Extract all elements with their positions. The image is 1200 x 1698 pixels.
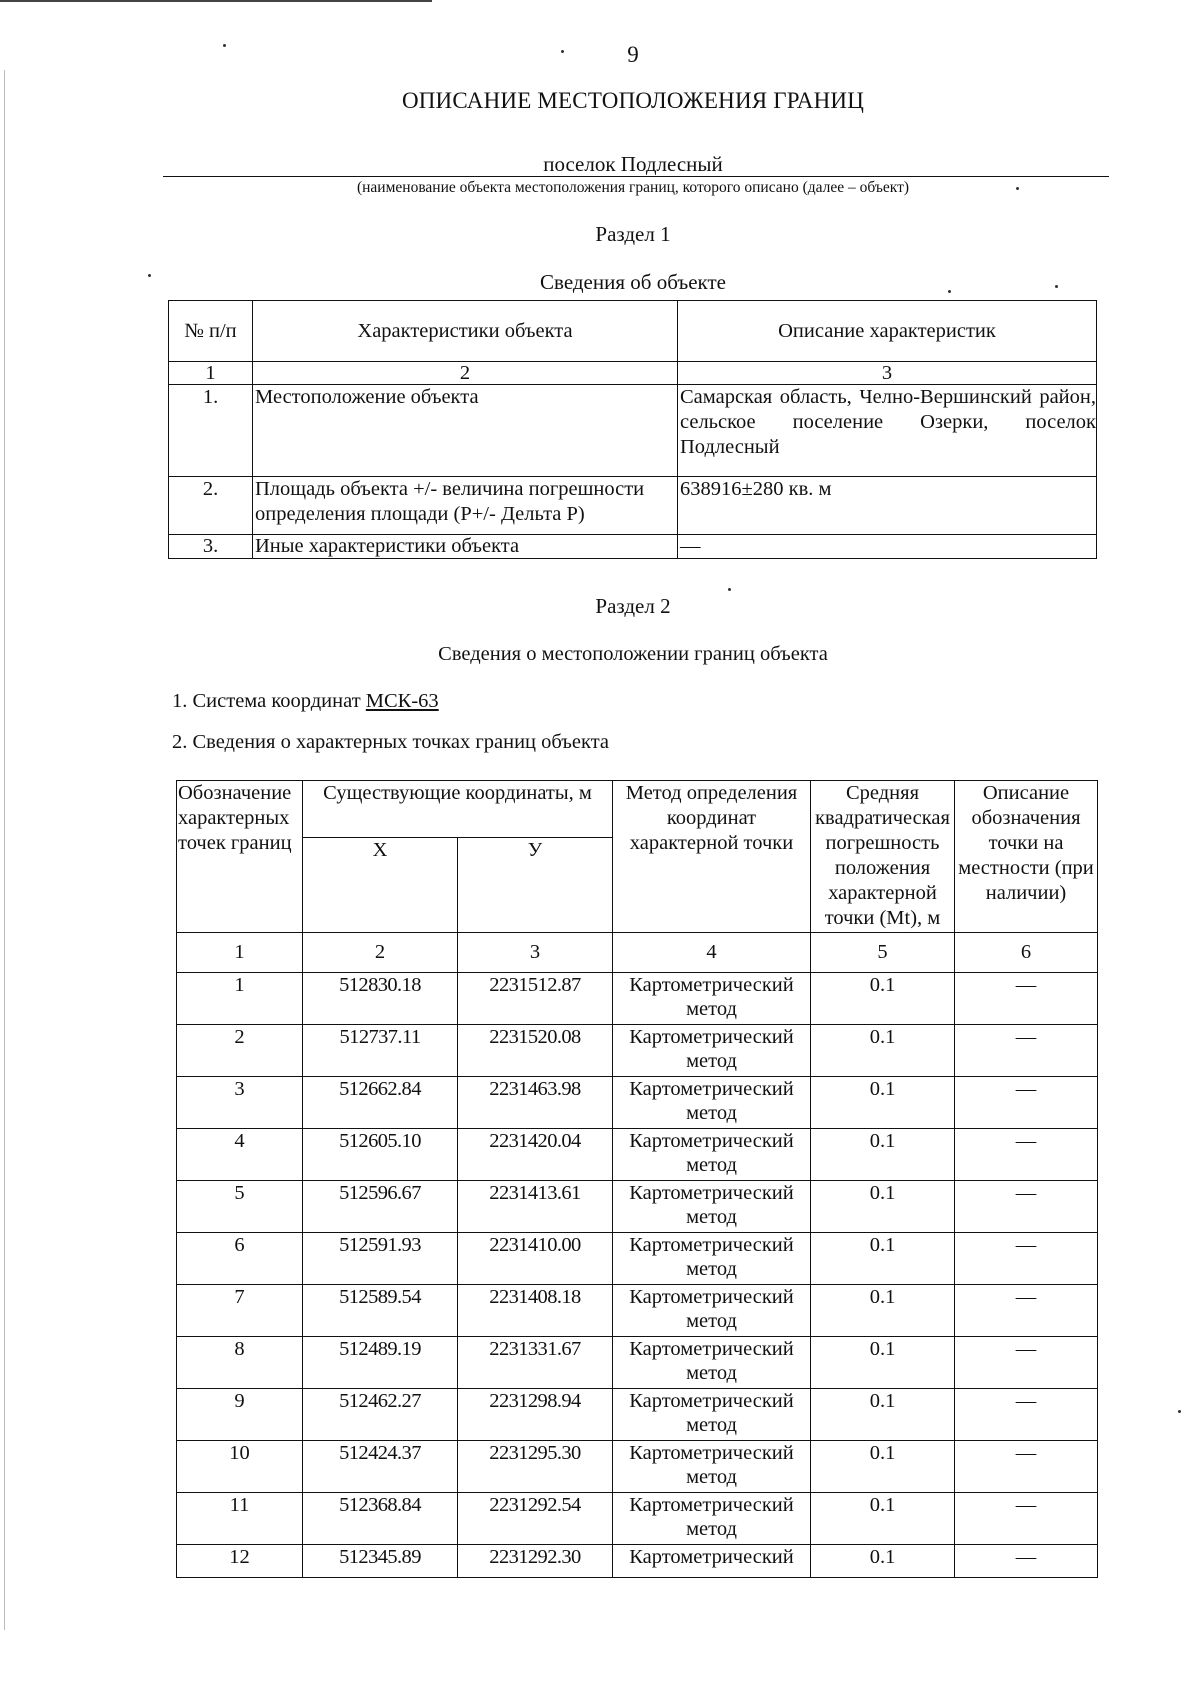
point-y: 2231295.30 xyxy=(458,1441,613,1493)
column-number: 3 xyxy=(678,362,1097,385)
point-x: 512589.54 xyxy=(303,1285,458,1337)
point-id: 2 xyxy=(177,1025,303,1077)
point-error: 0.1 xyxy=(811,1181,955,1233)
row-value: — xyxy=(678,535,1097,559)
table-row xyxy=(177,1545,1098,1578)
point-method: Картометрический метод xyxy=(613,1233,811,1285)
point-y: 2231520.08 xyxy=(458,1025,613,1077)
point-id: 6 xyxy=(177,1233,303,1285)
point-id: 12 xyxy=(177,1545,303,1578)
point-y: 2231292.30 xyxy=(458,1545,613,1578)
coordinate-system-value: МСК-63 xyxy=(365,690,439,712)
section2-subtitle: Сведения о местоположении границ объекта xyxy=(438,643,828,665)
point-description: — xyxy=(955,1077,1098,1129)
column-number: 2 xyxy=(253,362,678,385)
point-description: — xyxy=(955,1389,1098,1441)
section1-title: Раздел 1 xyxy=(595,222,671,246)
point-x: 512662.84 xyxy=(303,1077,458,1129)
table-row xyxy=(177,1493,1098,1545)
header-number: № п/п xyxy=(169,301,253,362)
column-number: 6 xyxy=(955,933,1098,973)
points-heading: 2. Сведения о характерных точках границ объекта xyxy=(172,731,610,753)
header-method: Метод определения координат характерной точки xyxy=(613,781,811,933)
boundary-points-table xyxy=(176,780,1098,1578)
column-number: 1 xyxy=(177,933,303,973)
point-method: Картометрический метод xyxy=(613,1441,811,1493)
point-method: Картометрический метод xyxy=(613,1129,811,1181)
table-row xyxy=(177,1129,1098,1181)
point-description: — xyxy=(955,1025,1098,1077)
point-x: 512830.18 xyxy=(303,973,458,1025)
row-number: 1. xyxy=(169,385,253,477)
page-number: 9 xyxy=(627,42,639,67)
point-id: 3 xyxy=(177,1077,303,1129)
point-description: — xyxy=(955,1233,1098,1285)
point-error: 0.1 xyxy=(811,1389,955,1441)
row-characteristic: Местоположение объекта xyxy=(253,385,678,477)
point-id: 10 xyxy=(177,1441,303,1493)
column-number: 3 xyxy=(458,933,613,973)
column-number: 5 xyxy=(811,933,955,973)
point-id: 7 xyxy=(177,1285,303,1337)
table-row xyxy=(177,1181,1098,1233)
header-coordinates: Существующие координаты, м xyxy=(303,781,613,838)
point-id: 11 xyxy=(177,1493,303,1545)
scan-edge-line xyxy=(0,0,432,2)
point-y: 2231463.98 xyxy=(458,1077,613,1129)
point-error: 0.1 xyxy=(811,1545,955,1578)
point-y: 2231410.00 xyxy=(458,1233,613,1285)
column-number: 1 xyxy=(169,362,253,385)
point-description: — xyxy=(955,1493,1098,1545)
point-description: — xyxy=(955,1285,1098,1337)
table-row xyxy=(177,1077,1098,1129)
table-header-row xyxy=(177,781,1098,838)
table-header-row xyxy=(169,301,1097,362)
row-value: 638916±280 кв. м xyxy=(678,477,1097,535)
point-method: Картометрический метод xyxy=(613,1285,811,1337)
table-row xyxy=(177,973,1098,1025)
point-error: 0.1 xyxy=(811,1025,955,1077)
point-id: 1 xyxy=(177,973,303,1025)
point-method: Картометрический xyxy=(613,1545,811,1578)
header-characteristics: Характеристики объекта xyxy=(253,301,678,362)
table-row xyxy=(177,1285,1098,1337)
coordinate-system-label: 1. Система координат xyxy=(172,690,361,712)
point-method: Картометрический метод xyxy=(613,1389,811,1441)
point-x: 512424.37 xyxy=(303,1441,458,1493)
table-row xyxy=(177,1025,1098,1077)
row-characteristic: Площадь объекта +/- величина погрешности определения площади (P+/- Дельта P) xyxy=(253,477,678,535)
point-x: 512368.84 xyxy=(303,1493,458,1545)
section1-subtitle: Сведения об объекте xyxy=(540,270,726,294)
row-value: Самарская область, Челно-Вершинский район, сельское поселение Озерки, поселок Подлесный xyxy=(678,385,1097,477)
point-description: — xyxy=(955,1337,1098,1389)
point-method: Картометрический метод xyxy=(613,1077,811,1129)
point-x: 512462.27 xyxy=(303,1389,458,1441)
point-x: 512591.93 xyxy=(303,1233,458,1285)
point-error: 0.1 xyxy=(811,973,955,1025)
table-row xyxy=(169,477,1097,535)
coordinate-system xyxy=(172,690,439,713)
column-number: 4 xyxy=(613,933,811,973)
point-description: — xyxy=(955,1129,1098,1181)
point-error: 0.1 xyxy=(811,1337,955,1389)
header-x: X xyxy=(303,838,458,933)
row-number: 2. xyxy=(169,477,253,535)
scan-speck xyxy=(1178,1410,1181,1413)
point-x: 512489.19 xyxy=(303,1337,458,1389)
column-number: 2 xyxy=(303,933,458,973)
point-y: 2231420.04 xyxy=(458,1129,613,1181)
point-description: — xyxy=(955,1181,1098,1233)
point-description: — xyxy=(955,973,1098,1025)
scan-edge-line xyxy=(4,70,5,1630)
point-y: 2231408.18 xyxy=(458,1285,613,1337)
point-error: 0.1 xyxy=(811,1129,955,1181)
point-id: 5 xyxy=(177,1181,303,1233)
object-info-table xyxy=(168,300,1097,559)
object-name: поселок Подлесный xyxy=(543,152,723,176)
row-characteristic: Иные характеристики объекта xyxy=(253,535,678,559)
point-method: Картометрический метод xyxy=(613,973,811,1025)
point-x: 512345.89 xyxy=(303,1545,458,1578)
point-error: 0.1 xyxy=(811,1233,955,1285)
point-x: 512596.67 xyxy=(303,1181,458,1233)
table-row xyxy=(169,385,1097,477)
scan-speck xyxy=(728,588,731,591)
table-row xyxy=(177,1233,1098,1285)
point-error: 0.1 xyxy=(811,1493,955,1545)
point-y: 2231512.87 xyxy=(458,973,613,1025)
point-id: 4 xyxy=(177,1129,303,1181)
table-row xyxy=(169,535,1097,559)
point-error: 0.1 xyxy=(811,1285,955,1337)
point-y: 2231413.61 xyxy=(458,1181,613,1233)
point-id: 8 xyxy=(177,1337,303,1389)
header-description: Описание обозначения точки на местности (при наличии) xyxy=(955,781,1098,933)
table-numbering-row xyxy=(177,933,1098,973)
point-y: 2231298.94 xyxy=(458,1389,613,1441)
table-numbering-row xyxy=(169,362,1097,385)
point-method: Картометрический метод xyxy=(613,1337,811,1389)
point-method: Картометрический метод xyxy=(613,1181,811,1233)
point-id: 9 xyxy=(177,1389,303,1441)
point-description: — xyxy=(955,1545,1098,1578)
point-y: 2231292.54 xyxy=(458,1493,613,1545)
point-x: 512737.11 xyxy=(303,1025,458,1077)
header-description: Описание характеристик xyxy=(678,301,1097,362)
document-title: ОПИСАНИЕ МЕСТОПОЛОЖЕНИЯ ГРАНИЦ xyxy=(401,88,865,113)
point-method: Картометрический метод xyxy=(613,1025,811,1077)
object-name-underline xyxy=(163,176,1109,177)
object-name-caption: (наименование объекта местоположения границ, которого описано (далее – объект) xyxy=(356,179,910,196)
table-row xyxy=(177,1389,1098,1441)
point-method: Картометрический метод xyxy=(613,1493,811,1545)
header-error: Средняя квадратическая погрешность положения характерной точки (Mt), м xyxy=(811,781,955,933)
point-error: 0.1 xyxy=(811,1441,955,1493)
point-y: 2231331.67 xyxy=(458,1337,613,1389)
point-x: 512605.10 xyxy=(303,1129,458,1181)
point-description: — xyxy=(955,1441,1098,1493)
point-error: 0.1 xyxy=(811,1077,955,1129)
section2-title: Раздел 2 xyxy=(595,594,671,618)
row-number: 3. xyxy=(169,535,253,559)
table-row xyxy=(177,1441,1098,1493)
table-row xyxy=(177,1337,1098,1389)
header-point: Обозначение характерных точек границ xyxy=(177,781,303,933)
header-y: У xyxy=(458,838,613,933)
